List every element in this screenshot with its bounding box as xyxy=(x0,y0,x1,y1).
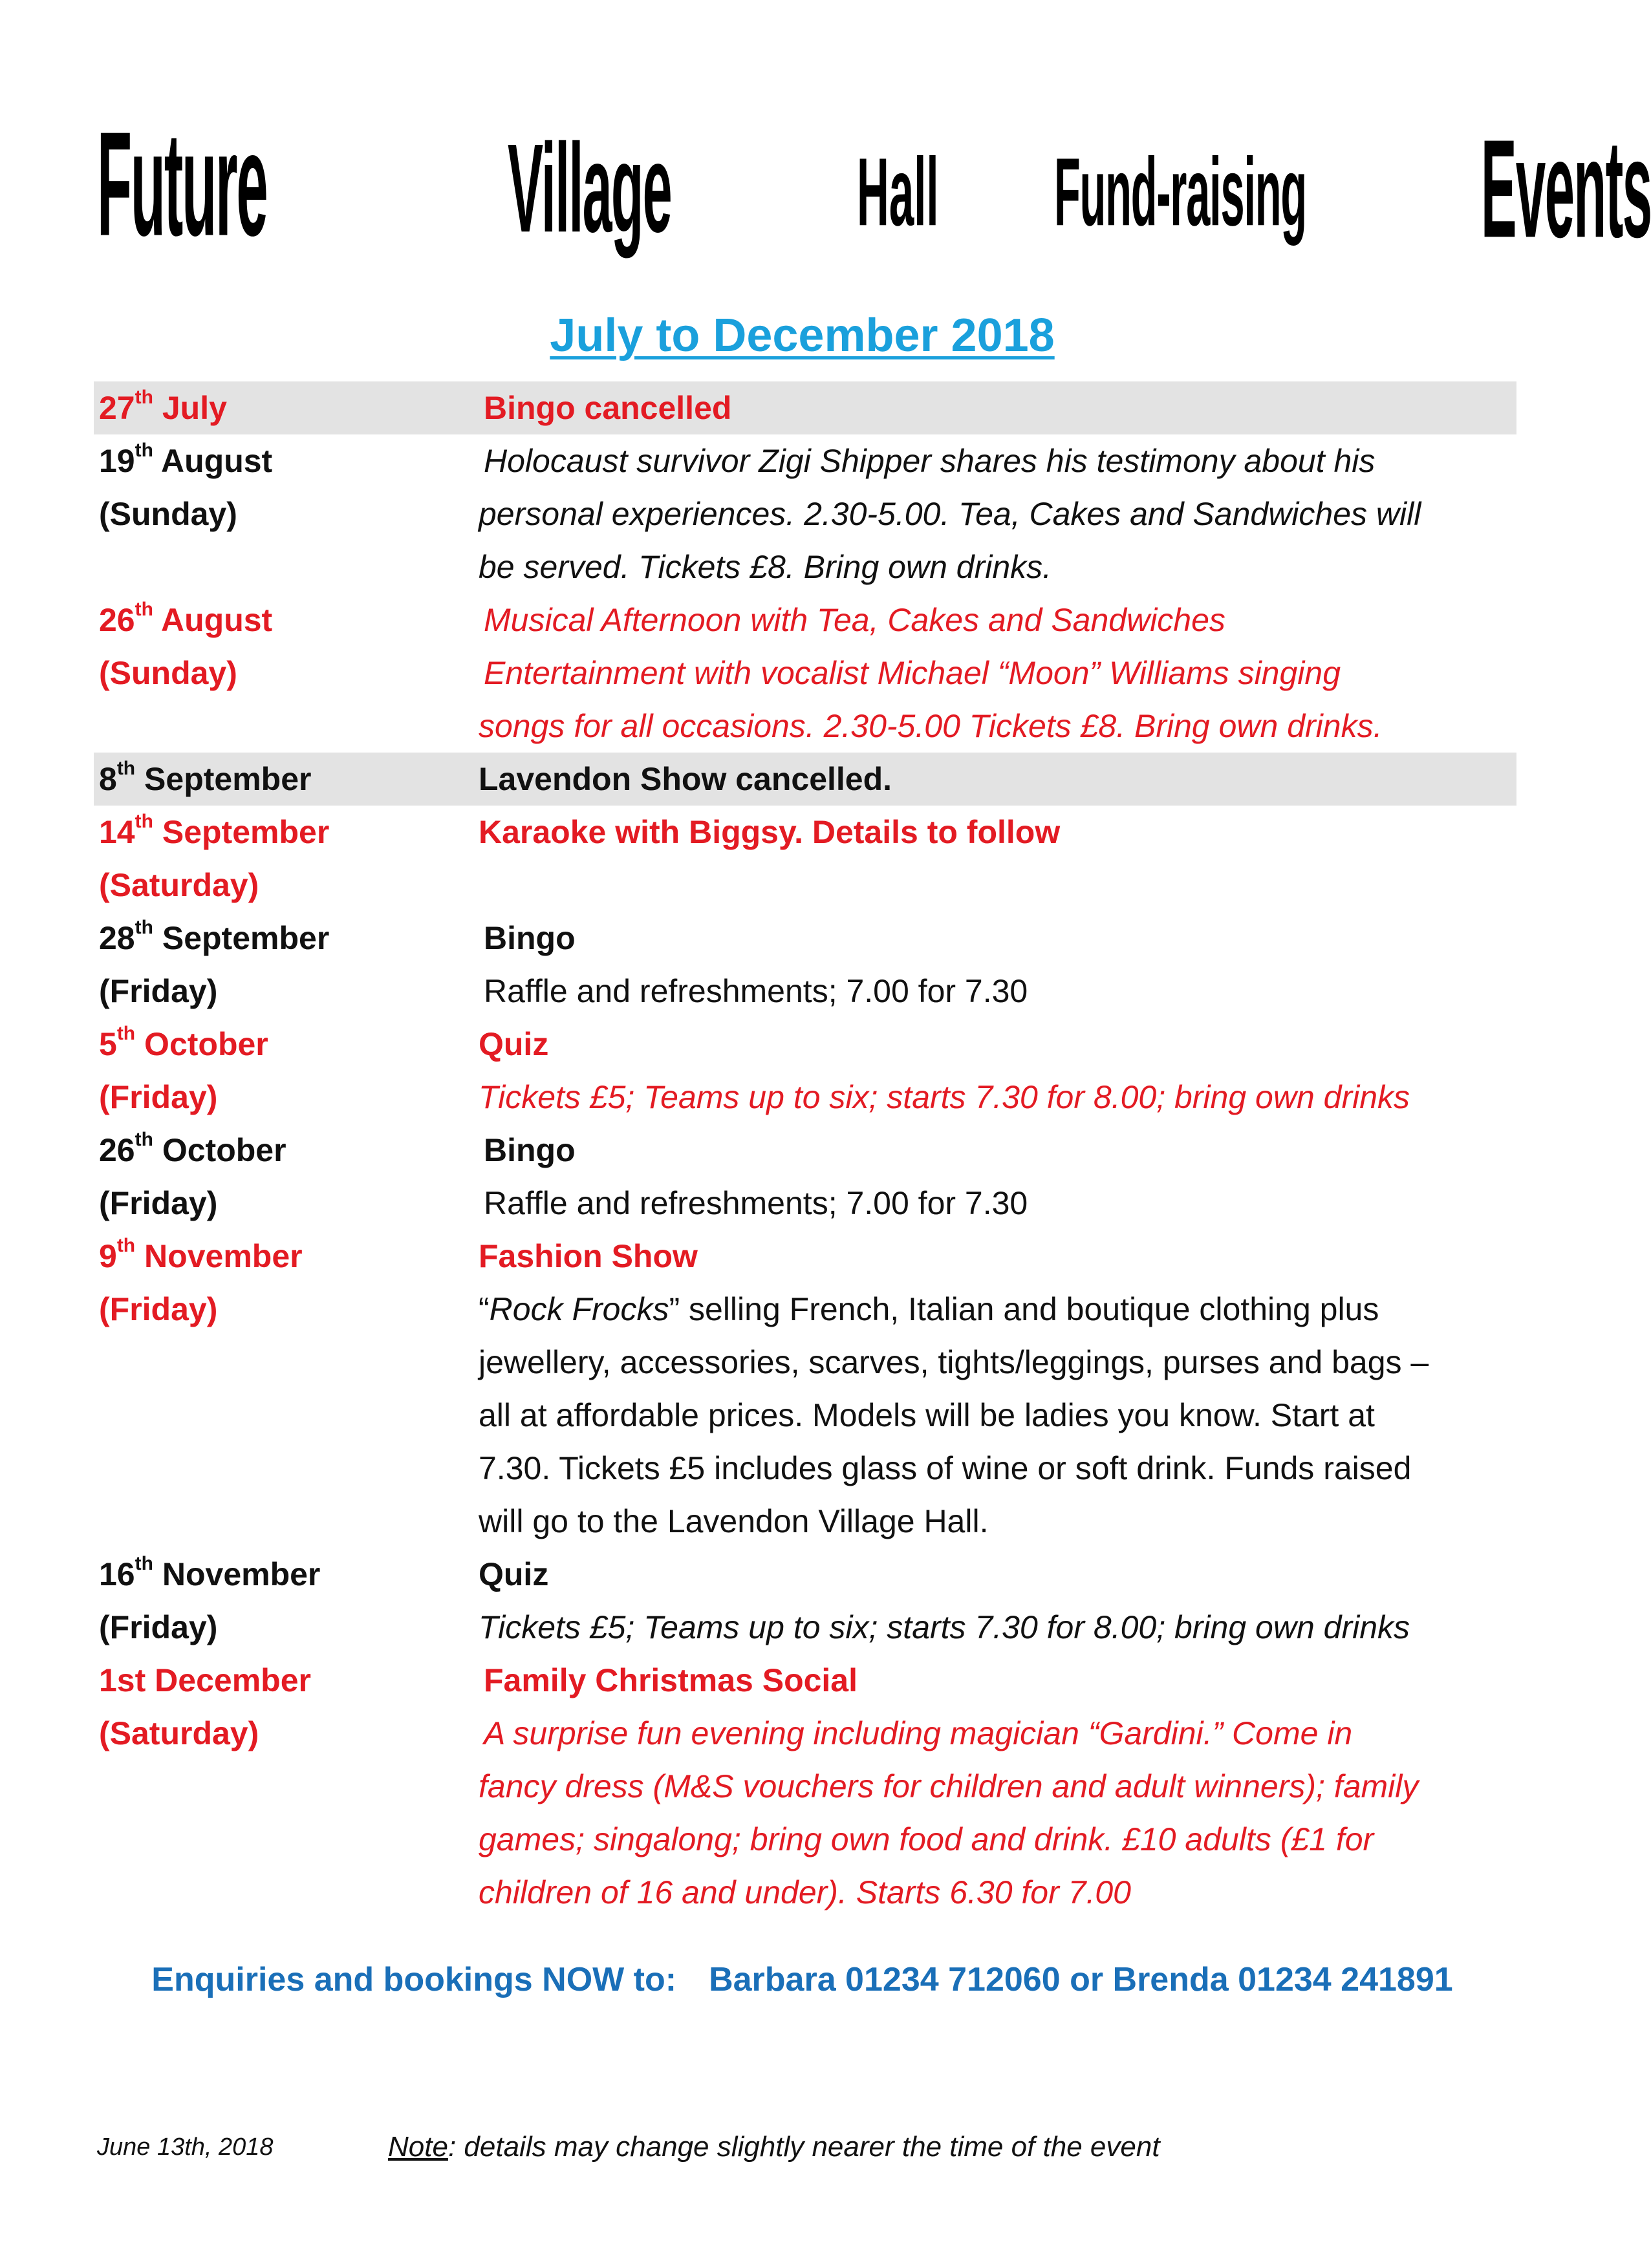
event-weekday: (Friday) xyxy=(99,1609,218,1645)
event-description: children of 16 and under). Starts 6.30 for 7.00 xyxy=(479,1874,1131,1910)
event-row-9-november xyxy=(94,1230,1516,1548)
event-date: 9th November xyxy=(99,1235,303,1274)
event-row-26-august xyxy=(94,594,1516,753)
event-row-27-july xyxy=(94,381,1516,434)
enquiries-label: Enquiries and bookings NOW to: xyxy=(151,1961,677,1998)
event-weekday: (Saturday) xyxy=(99,1715,259,1751)
event-title: Family Christmas Social xyxy=(484,1662,858,1698)
event-title: Fashion Show xyxy=(479,1238,698,1274)
note-label: Note xyxy=(388,2131,448,2163)
event-description: Raffle and refreshments; 7.00 for 7.30 xyxy=(484,1185,1028,1221)
event-description: songs for all occasions. 2.30-5.00 Tickets £8. Bring own drinks. xyxy=(479,708,1383,744)
event-weekday: (Sunday) xyxy=(99,496,237,532)
event-date: 16th November xyxy=(99,1553,321,1592)
event-date: 19th August xyxy=(99,440,273,479)
event-description: 7.30. Tickets £5 includes glass of wine or soft drink. Funds raised xyxy=(479,1450,1412,1486)
event-description: “Rock Frocks” selling French, Italian and boutique clothing plus xyxy=(479,1291,1379,1327)
event-title: Bingo cancelled xyxy=(484,390,732,426)
event-weekday: (Friday) xyxy=(99,1291,218,1327)
event-description: Tickets £5; Teams up to six; starts 7.30 for 8.00; bring own drinks xyxy=(479,1609,1410,1645)
event-description: Tickets £5; Teams up to six; starts 7.30 for 8.00; bring own drinks xyxy=(479,1079,1410,1115)
note-text: : details may change slightly nearer the time of the event xyxy=(448,2131,1160,2163)
event-row-14-september xyxy=(94,806,1516,912)
event-date: 26th October xyxy=(99,1129,286,1168)
title-word-future: Future xyxy=(97,102,267,268)
event-weekday: (Sunday) xyxy=(99,655,237,691)
event-title: Musical Afternoon with Tea, Cakes and Sandwiches xyxy=(484,602,1225,638)
title-word-events: Events xyxy=(1481,110,1651,267)
event-description: be served. Tickets £8. Bring own drinks. xyxy=(479,549,1052,585)
event-title: Lavendon Show cancelled. xyxy=(479,761,892,797)
event-description: A surprise fun evening including magician “Gardini.” Come in xyxy=(484,1715,1353,1751)
title-word-village: Village xyxy=(508,117,671,259)
footer-date: June 13th, 2018 xyxy=(97,2134,274,2161)
event-description: fancy dress (M&S vouchers for children and adult winners); family xyxy=(479,1768,1419,1804)
title-word-fund-raising: Fund-raising xyxy=(1054,138,1306,246)
event-date: 5th October xyxy=(99,1023,268,1062)
enquiries-contacts: Barbara 01234 712060 or Brenda 01234 241891 xyxy=(709,1961,1453,1998)
event-weekday: (Friday) xyxy=(99,973,218,1009)
event-row-1-december xyxy=(94,1654,1516,1919)
event-row-28-september xyxy=(94,912,1516,1018)
event-date: 8th September xyxy=(99,758,312,797)
event-date: 26th August xyxy=(99,599,273,638)
event-row-19-august xyxy=(94,434,1516,594)
enquiries-contact xyxy=(0,1960,1604,1999)
event-description: Holocaust survivor Zigi Shipper shares his testimony about his xyxy=(484,443,1376,479)
subtitle: July to December 2018 xyxy=(550,310,1055,361)
footer-note xyxy=(388,2131,1160,2163)
event-description: personal experiences. 2.30-5.00. Tea, Cakes and Sandwiches will xyxy=(479,496,1421,532)
event-row-26-october xyxy=(94,1124,1516,1230)
event-title: Bingo xyxy=(484,1132,576,1168)
event-weekday: (Saturday) xyxy=(99,867,259,903)
event-description: jewellery, accessories, scarves, tights/leggings, purses and bags – xyxy=(479,1344,1429,1380)
event-weekday: (Friday) xyxy=(99,1185,218,1221)
page-title xyxy=(97,102,1651,284)
event-date: 14th September xyxy=(99,811,330,850)
event-description: will go to the Lavendon Village Hall. xyxy=(479,1503,989,1539)
event-date: 27th July xyxy=(99,387,227,426)
events-table xyxy=(94,381,1516,1919)
event-weekday: (Friday) xyxy=(99,1079,218,1115)
event-title: Bingo xyxy=(484,920,576,956)
event-description: all at affordable prices. Models will be ladies you know. Start at xyxy=(479,1397,1375,1433)
event-title: Karaoke with Biggsy. Details to follow xyxy=(479,814,1061,850)
event-title: Quiz xyxy=(479,1026,549,1062)
title-word-hall: Hall xyxy=(857,138,939,246)
event-date: 1st December xyxy=(99,1662,311,1698)
event-row-5-october xyxy=(94,1018,1516,1124)
event-description: Raffle and refreshments; 7.00 for 7.30 xyxy=(484,973,1028,1009)
event-row-16-november xyxy=(94,1548,1516,1654)
event-row-8-september xyxy=(94,753,1516,806)
event-description: Entertainment with vocalist Michael “Moon” Williams singing xyxy=(484,655,1341,691)
event-description: games; singalong; bring own food and drink. £10 adults (£1 for xyxy=(479,1821,1374,1857)
event-date: 28th September xyxy=(99,917,330,956)
event-title: Quiz xyxy=(479,1556,549,1592)
